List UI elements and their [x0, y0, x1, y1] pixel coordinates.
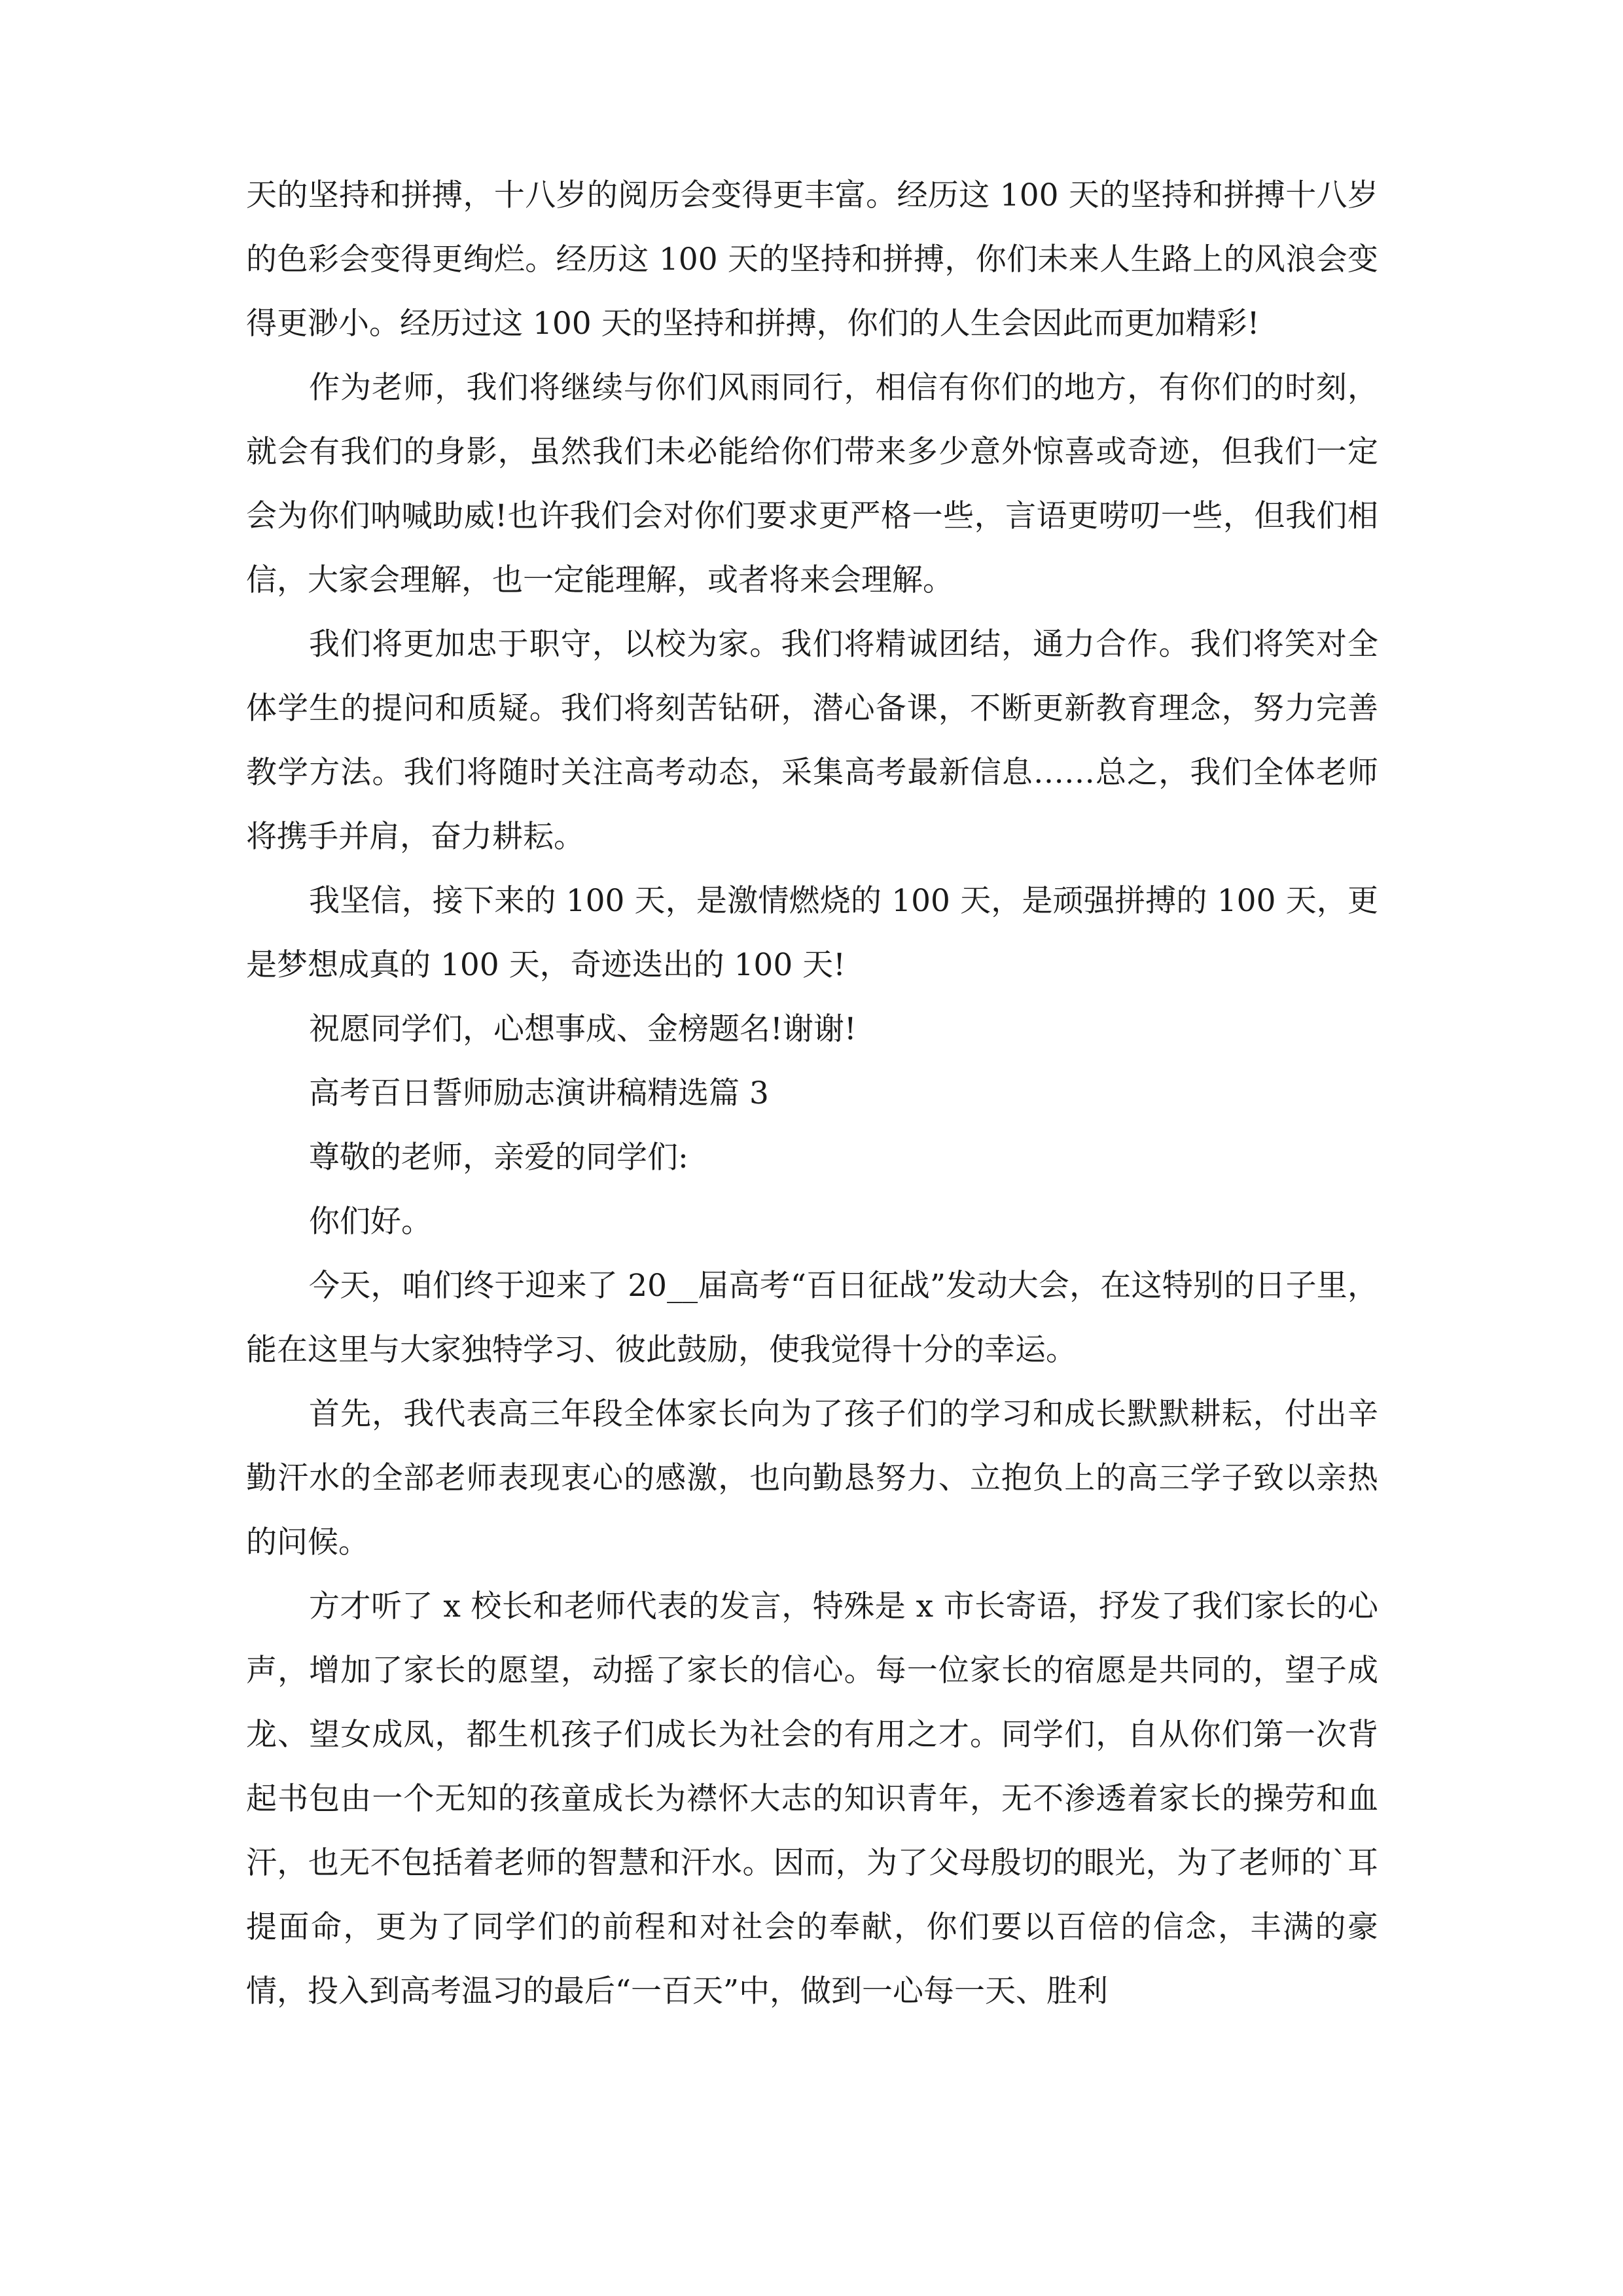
paragraph: 我坚信，接下来的 100 天，是激情燃烧的 100 天，是顽强拼搏的 100 天，更是梦想成真的 100 天，奇迹迭出的 100 天!	[246, 883, 1378, 983]
paragraph: 天的坚持和拼搏，十八岁的阅历会变得更丰富。经历这 100 天的坚持和拼搏十八岁的色彩会变得更绚烂。经历这 100 天的坚持和拼搏，你们未来人生路上的风浪会变得更渺小。经历过这 100 天的坚持和拼搏，你们的人生会因此而更加精彩!	[246, 177, 1378, 342]
paragraph: 方才听了 x 校长和老师代表的发言，特殊是 x 市长寄语，抒发了我们家长的心声，增加了家长的愿望，动摇了家长的信心。每一位家长的宿愿是共同的，望子成龙、望女成凤，都生机孩子们成长为社会的有用之才。同学们，自从你们第一次背起书包由一个无知的孩童成长为襟怀大志的知识青年，无不渗透着家长的操劳和血汗，也无不包括着老师的智慧和汗水。因而，为了父母殷切的眼光，为了老师的`耳提面命，更为了同学们的前程和对社会的奉献，你们要以百倍的信念，丰满的豪情，投入到高考温习的最后“一百天”中，做到一心每一天、胜利	[246, 1588, 1378, 2009]
section-title: 高考百日誓师励志演讲稿精选篇 3	[309, 1075, 769, 1111]
paragraph: 祝愿同学们，心想事成、金榜题名!谢谢!	[309, 1011, 857, 1047]
paragraph: 我们将更加忠于职守，以校为家。我们将精诚团结，通力合作。我们将笑对全体学生的提问和质疑。我们将刻苦钻研，潜心备课，不断更新教育理念，努力完善教学方法。我们将随时关注高考动态，采集高考最新信息……总之，我们全体老师将携手并肩，奋力耕耘。	[246, 626, 1378, 855]
paragraph: 作为老师，我们将继续与你们风雨同行，相信有你们的地方，有你们的时刻，就会有我们的身影，虽然我们未必能给你们带来多少意外惊喜或奇迹，但我们一定会为你们呐喊助威!也许我们会对你们要求更严格一些，言语更唠叨一些，但我们相信，大家会理解，也一定能理解，或者将来会理解。	[246, 370, 1378, 598]
greeting: 你们好。	[309, 1204, 432, 1240]
paragraph: 今天，咱们终于迎来了 20__届高考“百日征战”发动大会，在这特别的日子里，能在这里与大家独特学习、彼此鼓励，使我觉得十分的幸运。	[246, 1268, 1378, 1368]
salutation: 尊敬的老师，亲爱的同学们:	[309, 1139, 688, 1175]
paragraph: 首先，我代表高三年段全体家长向为了孩子们的学习和成长默默耕耘，付出辛勤汗水的全部老师表现衷心的感激，也向勤恳努力、立抱负上的高三学子致以亲热的问候。	[246, 1396, 1378, 1560]
document-body	[246, 164, 1378, 2024]
